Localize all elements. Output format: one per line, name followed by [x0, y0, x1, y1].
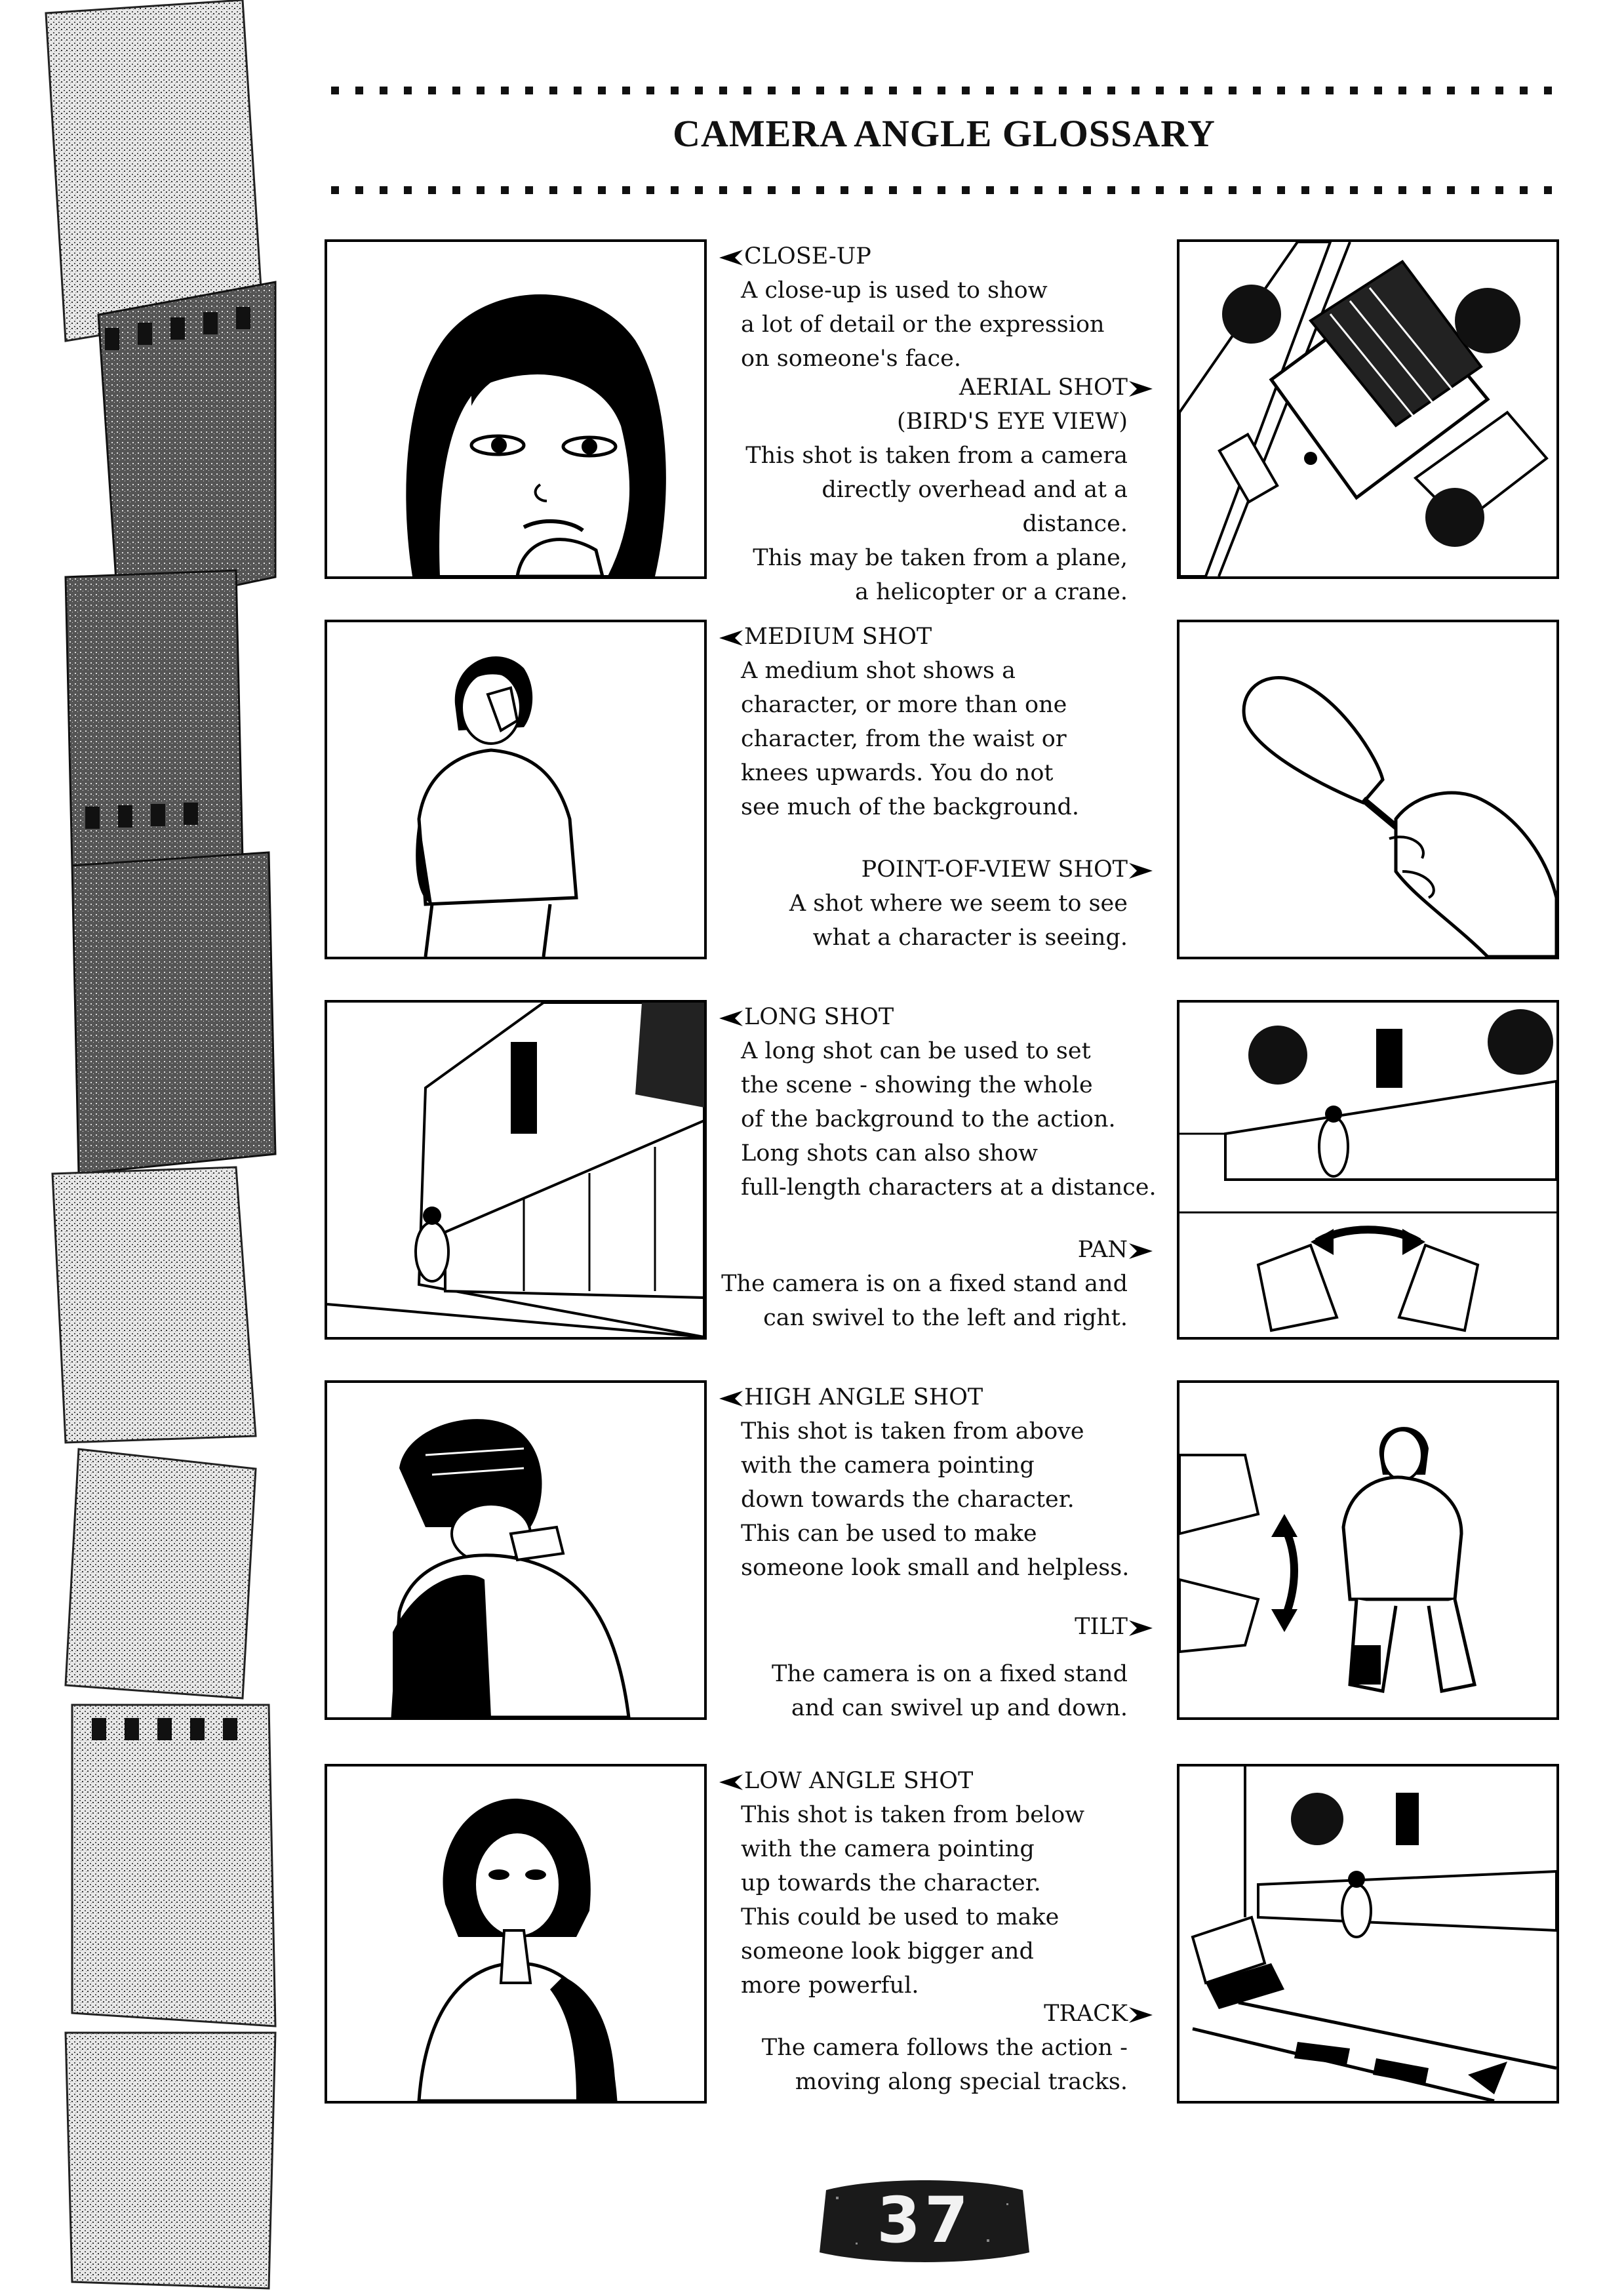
high-angle-line: down towards the character.	[741, 1487, 1075, 1513]
aerial-shot-line: This may be taken from a plane,	[753, 545, 1128, 571]
right-arrow-icon	[1128, 1619, 1154, 1637]
track-line: moving along special tracks.	[795, 2069, 1128, 2095]
pan-illustration	[1177, 1000, 1559, 1340]
right-arrow-icon	[1128, 862, 1154, 880]
top-dotted-rule	[331, 85, 1557, 96]
track-text	[718, 1997, 1154, 2099]
pov-shot-heading: POINT-OF-VIEW SHOT	[718, 852, 1154, 887]
long-shot-line: of the background to the action.	[741, 1106, 1116, 1132]
medium-shot-illustration	[325, 620, 707, 959]
tilt-text	[718, 1610, 1154, 1725]
pan-line: can swivel to the left and right.	[763, 1305, 1128, 1331]
high-angle-line: This can be used to make	[741, 1521, 1037, 1547]
pan-text	[718, 1233, 1154, 1335]
low-angle-line: more powerful.	[741, 1972, 919, 1999]
low-angle-line: someone look bigger and	[741, 1938, 1034, 1965]
track-heading: TRACK	[718, 1997, 1154, 2031]
long-shot-heading: LONG SHOT	[718, 1000, 1177, 1034]
bottom-dotted-rule	[331, 185, 1557, 195]
close-up-text	[718, 239, 1177, 376]
long-shot-line: full-length characters at a distance.	[741, 1174, 1157, 1201]
medium-shot-heading: MEDIUM SHOT	[718, 620, 1177, 654]
track-illustration	[1177, 1764, 1559, 2104]
medium-shot-line: character, from the waist or	[741, 726, 1067, 752]
track-line: The camera follows the action -	[761, 2035, 1128, 2061]
pov-shot-text	[718, 852, 1154, 955]
pov-shot-line: what a character is seeing.	[812, 925, 1128, 951]
low-angle-illustration	[325, 1764, 707, 2104]
page-number: 37	[877, 2184, 972, 2257]
high-angle-text	[718, 1380, 1177, 1585]
low-angle-line: This could be used to make	[741, 1904, 1060, 1930]
medium-shot-line: knees upwards. You do not	[741, 760, 1054, 786]
high-angle-line: This shot is taken from above	[741, 1418, 1084, 1445]
close-up-line: a lot of detail or the expression	[741, 311, 1105, 338]
page-number-badge	[816, 2177, 1033, 2265]
low-angle-line: with the camera pointing	[741, 1836, 1035, 1862]
medium-shot-line: A medium shot shows a	[741, 658, 1016, 684]
close-up-heading: CLOSE-UP	[718, 239, 1177, 273]
low-angle-line: This shot is taken from below	[741, 1802, 1085, 1828]
low-angle-line: up towards the character.	[741, 1870, 1041, 1896]
aerial-shot-line: This shot is taken from a camera	[745, 443, 1128, 469]
long-shot-text	[718, 1000, 1177, 1205]
high-angle-line: with the camera pointing	[741, 1452, 1035, 1479]
high-angle-illustration	[325, 1380, 707, 1720]
high-angle-line: someone look small and helpless.	[741, 1555, 1130, 1581]
pan-heading: PAN	[718, 1233, 1154, 1267]
close-up-line: on someone's face.	[741, 346, 961, 372]
right-arrow-icon	[1128, 1242, 1154, 1260]
medium-shot-text	[718, 620, 1177, 824]
aerial-shot-line: directly overhead and at a distance.	[822, 477, 1128, 537]
pov-shot-line: A shot where we seem to see	[789, 890, 1128, 917]
long-shot-line: the scene - showing the whole	[741, 1072, 1093, 1098]
long-shot-illustration	[325, 1000, 707, 1340]
left-arrow-icon	[718, 629, 744, 647]
close-up-line: A close-up is used to show	[741, 277, 1048, 304]
film-strip-illustration	[26, 0, 282, 2295]
medium-shot-line: see much of the background.	[741, 794, 1080, 820]
aerial-shot-heading: AERIAL SHOT	[718, 370, 1154, 405]
aerial-shot-illustration	[1177, 239, 1559, 579]
pan-line: The camera is on a fixed stand and	[721, 1271, 1128, 1297]
low-angle-text	[718, 1764, 1177, 2003]
aerial-shot-subheading: (BIRD'S EYE VIEW)	[897, 409, 1128, 435]
aerial-shot-text	[718, 370, 1154, 609]
long-shot-line: Long shots can also show	[741, 1140, 1039, 1167]
tilt-line: and can swivel up and down.	[791, 1695, 1128, 1721]
medium-shot-line: character, or more than one	[741, 692, 1067, 718]
left-arrow-icon	[718, 249, 744, 267]
aerial-shot-line: a helicopter or a crane.	[855, 579, 1128, 605]
right-arrow-icon	[1128, 2006, 1154, 2024]
left-arrow-icon	[718, 1389, 744, 1408]
page-title: CAMERA ANGLE GLOSSARY	[673, 112, 1216, 155]
left-arrow-icon	[718, 1773, 744, 1791]
long-shot-line: A long shot can be used to set	[741, 1038, 1091, 1064]
tilt-illustration	[1177, 1380, 1559, 1720]
tilt-line: The camera is on a fixed stand	[772, 1661, 1128, 1687]
close-up-illustration	[325, 239, 707, 579]
high-angle-heading: HIGH ANGLE SHOT	[718, 1380, 1177, 1414]
right-arrow-icon	[1128, 380, 1154, 398]
tilt-heading: TILT	[718, 1610, 1154, 1644]
low-angle-heading: LOW ANGLE SHOT	[718, 1764, 1177, 1798]
left-arrow-icon	[718, 1009, 744, 1028]
pov-shot-illustration	[1177, 620, 1559, 959]
